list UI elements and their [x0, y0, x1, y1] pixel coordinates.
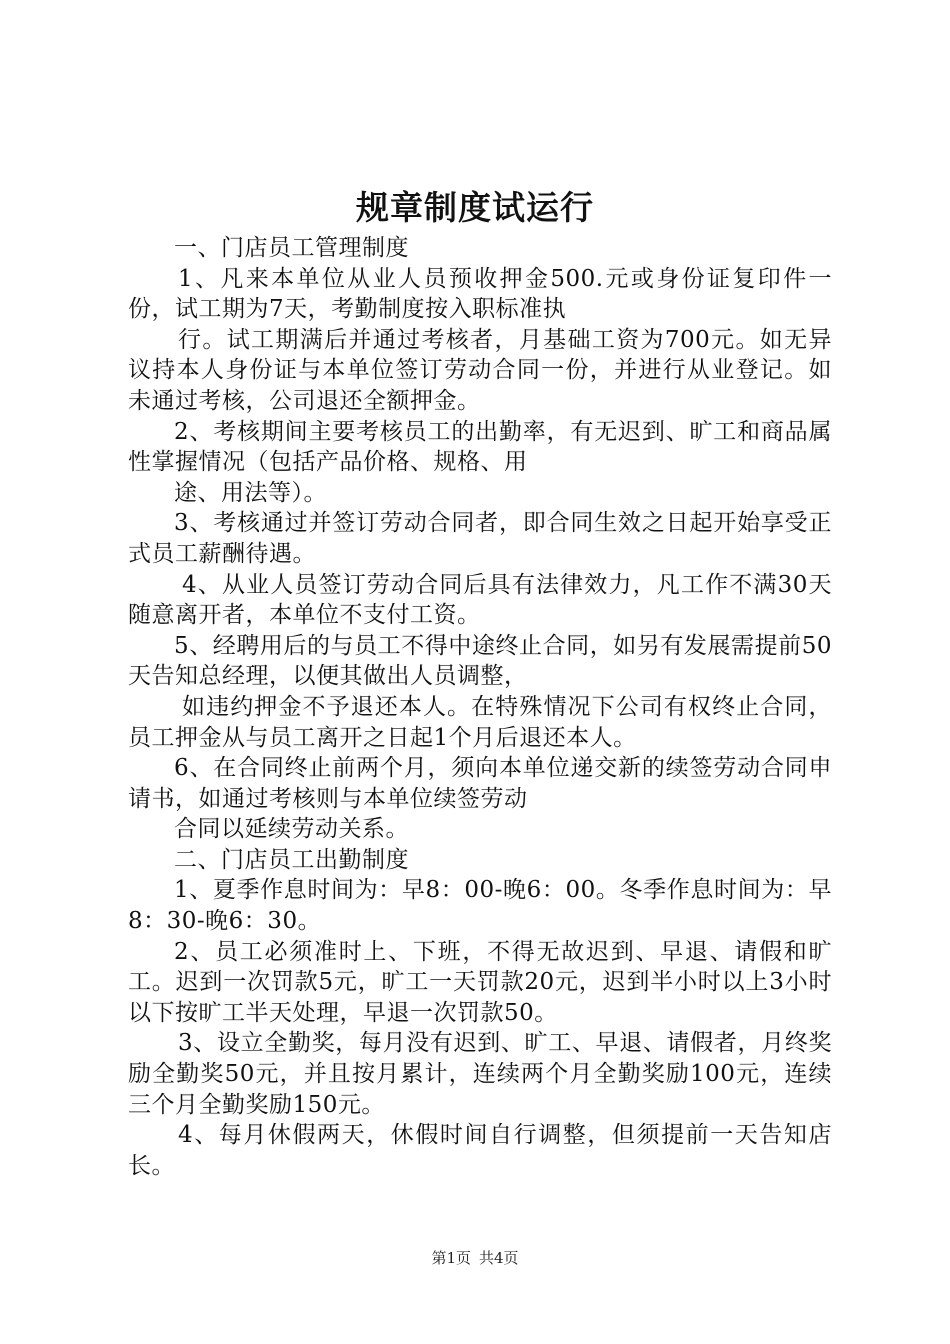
- paragraph: 1、夏季作息时间为：早8：00-晚6：00。冬季作息时间为：早8：30-晚6：30。: [128, 877, 832, 935]
- document-body: [128, 233, 832, 1181]
- paragraph: 2、员工必须准时上、下班，不得无故迟到、早退、请假和旷工。迟到一次罚款5元，旷工一天罚款20元，迟到半小时以上3小时以下按旷工半天处理，早退一次罚款50。: [128, 938, 832, 1026]
- paragraph: 途、用法等）。: [174, 479, 327, 506]
- paragraph: 2、考核期间主要考核员工的出勤率，有无迟到、旷工和商品属性掌握情况（包括产品价格、规格、用: [128, 418, 832, 476]
- paragraph: 3、考核通过并签订劳动合同者，即合同生效之日起开始享受正式员工薪酬待遇。: [128, 510, 832, 567]
- page-footer: [0, 1248, 950, 1268]
- section-heading: 二、门店员工出勤制度: [174, 846, 409, 873]
- paragraph: 5、经聘用后的与员工不得中途终止合同，如另有发展需提前50天告知总经理，以便其做出人员调整，: [128, 632, 832, 690]
- section-heading: 一、门店员工管理制度: [174, 235, 409, 261]
- paragraph: 如违约押金不予退还本人。在特殊情况下公司有权终止合同，员工押金从与员工离开之日起1个月后退还本人。: [128, 693, 832, 751]
- page-number: 第1页: [431, 1249, 471, 1267]
- paragraph: 4、从业人员签订劳动合同后具有法律效力，凡工作不满30天随意离开者，本单位不支付工资。: [128, 571, 832, 629]
- paragraph: 3、设立全勤奖，每月没有迟到、旷工、早退、请假者，月终奖励全勤奖50元，并且按月累计，连续两个月全勤奖励100元，连续三个月全勤奖励150元。: [128, 1030, 832, 1118]
- document-title: 规章制度试运行: [356, 188, 594, 227]
- paragraph: 1、凡来本单位从业人员预收押金500.元或身份证复印件一份，试工期为7天，考勤制度按入职标准执: [128, 265, 832, 323]
- page-total: 共4页: [479, 1249, 519, 1267]
- paragraph: 合同以延续劳动关系。: [174, 816, 409, 843]
- paragraph: 6、在合同终止前两个月，须向本单位递交新的续签劳动合同申请书，如通过考核则与本单位续签劳动: [128, 755, 832, 812]
- paragraph: 行。试工期满后并通过考核者，月基础工资为700元。如无异议持本人身份证与本单位签订劳动合同一份，并进行从业登记。如未通过考核，公司退还全额押金。: [128, 326, 832, 414]
- paragraph: 4、每月休假两天，休假时间自行调整，但须提前一天告知店长。: [128, 1122, 832, 1179]
